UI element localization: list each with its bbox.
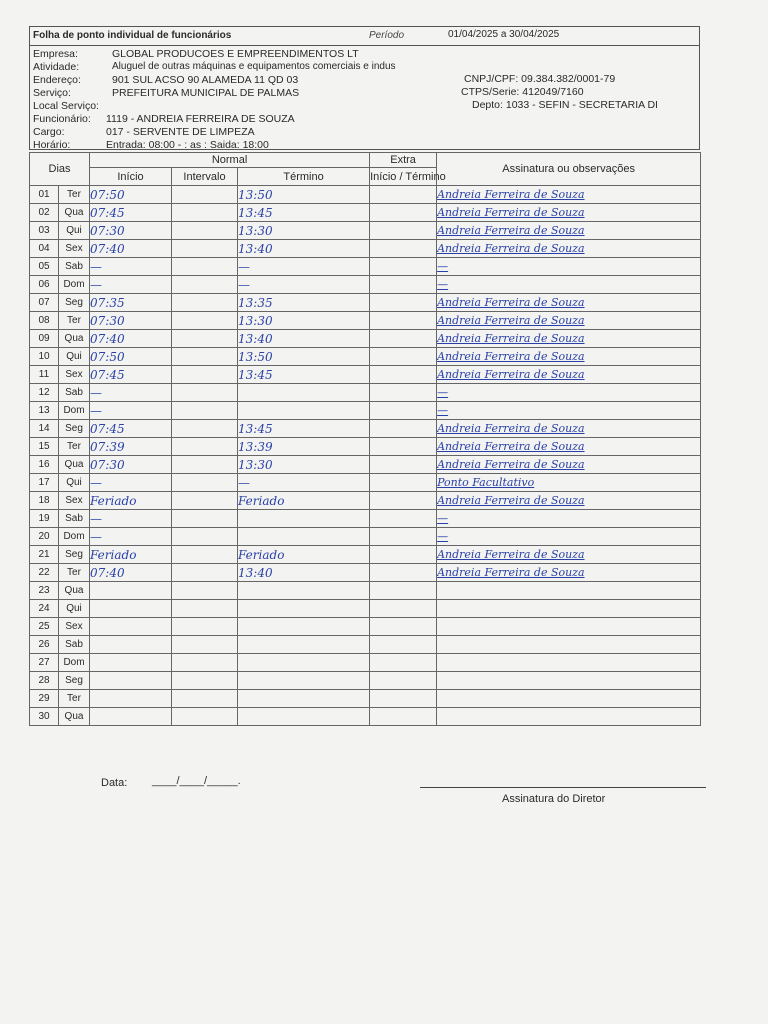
termino-cell: 13:39 <box>238 438 370 456</box>
signature-cell: Andreia Ferreira de Souza <box>437 564 701 582</box>
intervalo-cell <box>172 636 238 654</box>
table-row <box>30 438 701 456</box>
day-cell: 22 <box>30 564 59 582</box>
empresa-label: Empresa: <box>33 48 78 60</box>
day-cell: 11 <box>30 366 59 384</box>
extra-cell <box>370 654 437 672</box>
termino-cell <box>238 600 370 618</box>
termino-cell: Feriado <box>238 492 370 510</box>
inicio-cell <box>90 708 172 726</box>
intervalo-cell <box>172 546 238 564</box>
inicio-cell: — <box>90 528 172 546</box>
intervalo-cell <box>172 672 238 690</box>
form-title: Folha de ponto individual de funcionários <box>33 30 232 41</box>
termino-cell <box>238 708 370 726</box>
ctps-value: CTPS/Serie: 412049/7160 <box>461 86 584 98</box>
extra-cell <box>370 402 437 420</box>
timesheet-table <box>29 152 701 726</box>
table-row <box>30 654 701 672</box>
extra-cell <box>370 204 437 222</box>
extra-cell <box>370 438 437 456</box>
intervalo-cell <box>172 438 238 456</box>
day-cell: 07 <box>30 294 59 312</box>
termino-cell <box>238 384 370 402</box>
termino-cell <box>238 672 370 690</box>
weekday-cell: Qui <box>59 474 90 492</box>
signature-cell: — <box>437 510 701 528</box>
termino-cell: 13:40 <box>238 330 370 348</box>
weekday-cell: Qui <box>59 222 90 240</box>
intervalo-cell <box>172 420 238 438</box>
intervalo-cell <box>172 348 238 366</box>
inicio-cell: 07:50 <box>90 186 172 204</box>
table-header-row <box>30 153 701 168</box>
timesheet-form <box>29 26 700 150</box>
signature-cell: Andreia Ferreira de Souza <box>437 348 701 366</box>
weekday-cell: Sab <box>59 384 90 402</box>
intervalo-cell <box>172 582 238 600</box>
day-cell: 25 <box>30 618 59 636</box>
termino-cell <box>238 510 370 528</box>
weekday-cell: Qua <box>59 330 90 348</box>
intervalo-cell <box>172 294 238 312</box>
intervalo-cell <box>172 492 238 510</box>
inicio-cell: 07:45 <box>90 204 172 222</box>
day-cell: 09 <box>30 330 59 348</box>
weekday-cell: Sex <box>59 240 90 258</box>
weekday-cell: Dom <box>59 528 90 546</box>
extra-cell <box>370 186 437 204</box>
funcionario-value: 1119 - ANDREIA FERREIRA DE SOUZA <box>106 113 295 125</box>
weekday-cell: Sex <box>59 492 90 510</box>
intervalo-cell <box>172 402 238 420</box>
signature-cell: Andreia Ferreira de Souza <box>437 456 701 474</box>
extra-termino-header: Início / Término <box>370 168 437 186</box>
signature-cell <box>437 672 701 690</box>
weekday-cell: Ter <box>59 186 90 204</box>
day-cell: 10 <box>30 348 59 366</box>
signature-cell: — <box>437 402 701 420</box>
intervalo-cell <box>172 600 238 618</box>
inicio-cell: — <box>90 402 172 420</box>
termino-cell: 13:45 <box>238 204 370 222</box>
extra-cell <box>370 690 437 708</box>
intervalo-cell <box>172 474 238 492</box>
table-row <box>30 186 701 204</box>
extra-cell <box>370 348 437 366</box>
signature-cell <box>437 654 701 672</box>
termino-cell <box>238 582 370 600</box>
intervalo-cell <box>172 690 238 708</box>
date-label: Data: <box>101 777 128 789</box>
inicio-cell: — <box>90 384 172 402</box>
day-cell: 03 <box>30 222 59 240</box>
weekday-cell: Sab <box>59 258 90 276</box>
intervalo-cell <box>172 510 238 528</box>
inicio-cell: — <box>90 510 172 528</box>
termino-cell: 13:40 <box>238 240 370 258</box>
cargo-label: Cargo: <box>33 126 65 138</box>
director-signature-line <box>420 787 706 788</box>
intervalo-cell <box>172 708 238 726</box>
table-row <box>30 618 701 636</box>
weekday-cell: Ter <box>59 438 90 456</box>
intervalo-header: Intervalo <box>172 168 238 186</box>
extra-cell <box>370 636 437 654</box>
extra-cell <box>370 708 437 726</box>
day-cell: 28 <box>30 672 59 690</box>
intervalo-cell <box>172 186 238 204</box>
signature-cell: Andreia Ferreira de Souza <box>437 330 701 348</box>
weekday-cell: Dom <box>59 402 90 420</box>
table-row <box>30 384 701 402</box>
table-row <box>30 276 701 294</box>
extra-cell <box>370 276 437 294</box>
weekday-cell: Ter <box>59 564 90 582</box>
extra-inicio-text: Início <box>370 170 397 183</box>
table-row <box>30 474 701 492</box>
inicio-cell <box>90 582 172 600</box>
intervalo-cell <box>172 654 238 672</box>
atividade-value: Aluguel de outras máquinas e equipamentos comerciais e indus <box>112 61 396 72</box>
signature-cell <box>437 618 701 636</box>
table-row <box>30 546 701 564</box>
weekday-cell: Seg <box>59 294 90 312</box>
table-row <box>30 636 701 654</box>
signature-cell: Andreia Ferreira de Souza <box>437 546 701 564</box>
servico-value: PREFEITURA MUNICIPAL DE PALMAS <box>112 87 300 99</box>
table-row <box>30 348 701 366</box>
signature-cell: — <box>437 276 701 294</box>
inicio-cell: 07:50 <box>90 348 172 366</box>
inicio-cell: 07:40 <box>90 240 172 258</box>
inicio-cell <box>90 690 172 708</box>
inicio-cell: 07:40 <box>90 564 172 582</box>
weekday-cell: Sab <box>59 636 90 654</box>
day-cell: 02 <box>30 204 59 222</box>
date-value: ____/____/_____. <box>152 775 241 787</box>
table-row <box>30 294 701 312</box>
signature-cell: Andreia Ferreira de Souza <box>437 294 701 312</box>
depto-value: Depto: 1033 - SEFIN - SECRETARIA DI <box>472 99 658 111</box>
inicio-cell: — <box>90 474 172 492</box>
termino-cell: 13:30 <box>238 222 370 240</box>
signature-cell: Andreia Ferreira de Souza <box>437 222 701 240</box>
title-bar <box>30 27 699 46</box>
intervalo-cell <box>172 564 238 582</box>
inicio-cell: Feriado <box>90 492 172 510</box>
day-cell: 12 <box>30 384 59 402</box>
day-cell: 15 <box>30 438 59 456</box>
table-row <box>30 528 701 546</box>
weekday-cell: Dom <box>59 276 90 294</box>
director-signature-label: Assinatura do Diretor <box>502 793 606 805</box>
termino-header: Término <box>238 168 370 186</box>
extra-cell <box>370 258 437 276</box>
inicio-cell <box>90 636 172 654</box>
signature-cell <box>437 582 701 600</box>
extra-cell <box>370 618 437 636</box>
extra-cell <box>370 240 437 258</box>
day-cell: 24 <box>30 600 59 618</box>
termino-cell: — <box>238 258 370 276</box>
signature-cell: Andreia Ferreira de Souza <box>437 240 701 258</box>
extra-cell <box>370 564 437 582</box>
termino-cell <box>238 690 370 708</box>
inicio-cell: 07:35 <box>90 294 172 312</box>
table-row <box>30 312 701 330</box>
termino-cell: Feriado <box>238 546 370 564</box>
termino-cell: — <box>238 474 370 492</box>
employee-info <box>30 46 699 149</box>
day-cell: 16 <box>30 456 59 474</box>
inicio-cell: 07:30 <box>90 312 172 330</box>
signature-cell: Andreia Ferreira de Souza <box>437 420 701 438</box>
termino-cell <box>238 636 370 654</box>
weekday-cell: Qui <box>59 600 90 618</box>
cargo-value: 017 - SERVENTE DE LIMPEZA <box>106 126 255 138</box>
inicio-cell: 07:30 <box>90 456 172 474</box>
day-cell: 08 <box>30 312 59 330</box>
inicio-cell: 07:45 <box>90 366 172 384</box>
intervalo-cell <box>172 384 238 402</box>
weekday-cell: Dom <box>59 654 90 672</box>
table-row <box>30 258 701 276</box>
table-row <box>30 672 701 690</box>
intervalo-cell <box>172 366 238 384</box>
inicio-cell <box>90 654 172 672</box>
horario-label: Horário: <box>33 139 71 151</box>
signature-cell: — <box>437 384 701 402</box>
weekday-cell: Qua <box>59 708 90 726</box>
termino-cell: 13:40 <box>238 564 370 582</box>
table-row <box>30 600 701 618</box>
day-cell: 23 <box>30 582 59 600</box>
horario-value: Entrada: 08:00 - : as : Saida: 18:00 <box>106 139 269 151</box>
signature-cell: Andreia Ferreira de Souza <box>437 492 701 510</box>
inicio-header: Início <box>90 168 172 186</box>
table-row <box>30 492 701 510</box>
extra-cell <box>370 312 437 330</box>
table-row <box>30 366 701 384</box>
day-cell: 18 <box>30 492 59 510</box>
inicio-cell: 07:40 <box>90 330 172 348</box>
period-value: 01/04/2025 a 30/04/2025 <box>448 29 560 40</box>
assinatura-header: Assinatura ou observações <box>437 153 701 186</box>
extra-cell <box>370 546 437 564</box>
extra-header: Extra <box>370 153 437 168</box>
table-row <box>30 690 701 708</box>
signature-cell: — <box>437 528 701 546</box>
day-cell: 05 <box>30 258 59 276</box>
termino-cell: 13:45 <box>238 366 370 384</box>
table-row <box>30 564 701 582</box>
table-row <box>30 456 701 474</box>
intervalo-cell <box>172 204 238 222</box>
inicio-cell <box>90 672 172 690</box>
extra-cell <box>370 528 437 546</box>
local-servico-label: Local Serviço: <box>33 100 99 112</box>
signature-cell <box>437 600 701 618</box>
signature-cell: Andreia Ferreira de Souza <box>437 366 701 384</box>
funcionario-label: Funcionário: <box>33 113 91 125</box>
table-row <box>30 708 701 726</box>
signature-cell: Andreia Ferreira de Souza <box>437 204 701 222</box>
inicio-cell: — <box>90 258 172 276</box>
weekday-cell: Seg <box>59 672 90 690</box>
weekday-cell: Qua <box>59 204 90 222</box>
day-cell: 27 <box>30 654 59 672</box>
signature-cell: Ponto Facultativo <box>437 474 701 492</box>
weekday-cell: Seg <box>59 546 90 564</box>
termino-cell <box>238 402 370 420</box>
extra-cell <box>370 474 437 492</box>
inicio-cell: 07:30 <box>90 222 172 240</box>
table-row <box>30 204 701 222</box>
signature-cell <box>437 636 701 654</box>
signature-cell: — <box>437 258 701 276</box>
table-row <box>30 420 701 438</box>
termino-cell: 13:50 <box>238 348 370 366</box>
extra-cell <box>370 294 437 312</box>
period-label: Período <box>369 30 405 41</box>
table-row <box>30 402 701 420</box>
endereco-label: Endereço: <box>33 74 81 86</box>
extra-cell <box>370 456 437 474</box>
day-cell: 06 <box>30 276 59 294</box>
normal-header: Normal <box>90 153 370 168</box>
termino-cell: 13:30 <box>238 312 370 330</box>
intervalo-cell <box>172 222 238 240</box>
intervalo-cell <box>172 276 238 294</box>
day-cell: 29 <box>30 690 59 708</box>
intervalo-cell <box>172 258 238 276</box>
signature-cell: Andreia Ferreira de Souza <box>437 312 701 330</box>
extra-cell <box>370 222 437 240</box>
servico-label: Serviço: <box>33 87 71 99</box>
empresa-value: GLOBAL PRODUCOES E EMPREENDIMENTOS LT <box>112 48 359 60</box>
extra-cell <box>370 384 437 402</box>
table-row <box>30 222 701 240</box>
extra-cell <box>370 510 437 528</box>
extra-cell <box>370 366 437 384</box>
dias-header: Dias <box>30 153 90 186</box>
weekday-cell: Sex <box>59 618 90 636</box>
inicio-cell <box>90 618 172 636</box>
day-cell: 19 <box>30 510 59 528</box>
intervalo-cell <box>172 618 238 636</box>
table-row <box>30 240 701 258</box>
termino-cell <box>238 528 370 546</box>
signature-cell: Andreia Ferreira de Souza <box>437 438 701 456</box>
termino-cell: 13:30 <box>238 456 370 474</box>
inicio-cell: Feriado <box>90 546 172 564</box>
endereco-value: 901 SUL ACSO 90 ALAMEDA 11 QD 03 <box>112 74 299 86</box>
atividade-label: Atividade: <box>33 61 80 73</box>
table-row <box>30 582 701 600</box>
extra-termino-text: Término <box>405 170 446 183</box>
day-cell: 20 <box>30 528 59 546</box>
inicio-cell: 07:45 <box>90 420 172 438</box>
signature-cell <box>437 690 701 708</box>
weekday-cell: Qui <box>59 348 90 366</box>
day-cell: 30 <box>30 708 59 726</box>
weekday-cell: Sab <box>59 510 90 528</box>
intervalo-cell <box>172 330 238 348</box>
intervalo-cell <box>172 528 238 546</box>
termino-cell <box>238 654 370 672</box>
table-row <box>30 330 701 348</box>
inicio-cell: 07:39 <box>90 438 172 456</box>
termino-cell: 13:50 <box>238 186 370 204</box>
inicio-cell: — <box>90 276 172 294</box>
intervalo-cell <box>172 312 238 330</box>
weekday-cell: Ter <box>59 312 90 330</box>
weekday-cell: Qua <box>59 582 90 600</box>
extra-cell <box>370 330 437 348</box>
day-cell: 21 <box>30 546 59 564</box>
extra-cell <box>370 420 437 438</box>
table-row <box>30 510 701 528</box>
extra-cell <box>370 492 437 510</box>
intervalo-cell <box>172 240 238 258</box>
weekday-cell: Ter <box>59 690 90 708</box>
termino-cell: — <box>238 276 370 294</box>
day-cell: 04 <box>30 240 59 258</box>
day-cell: 01 <box>30 186 59 204</box>
extra-cell <box>370 600 437 618</box>
extra-cell <box>370 672 437 690</box>
weekday-cell: Sex <box>59 366 90 384</box>
termino-cell <box>238 618 370 636</box>
intervalo-cell <box>172 456 238 474</box>
day-cell: 26 <box>30 636 59 654</box>
day-cell: 17 <box>30 474 59 492</box>
day-cell: 14 <box>30 420 59 438</box>
termino-cell: 13:45 <box>238 420 370 438</box>
cnpj-value: CNPJ/CPF: 09.384.382/0001-79 <box>464 73 616 85</box>
inicio-cell <box>90 600 172 618</box>
weekday-cell: Seg <box>59 420 90 438</box>
termino-cell: 13:35 <box>238 294 370 312</box>
signature-cell <box>437 708 701 726</box>
day-cell: 13 <box>30 402 59 420</box>
extra-cell <box>370 582 437 600</box>
weekday-cell: Qua <box>59 456 90 474</box>
signature-cell: Andreia Ferreira de Souza <box>437 186 701 204</box>
